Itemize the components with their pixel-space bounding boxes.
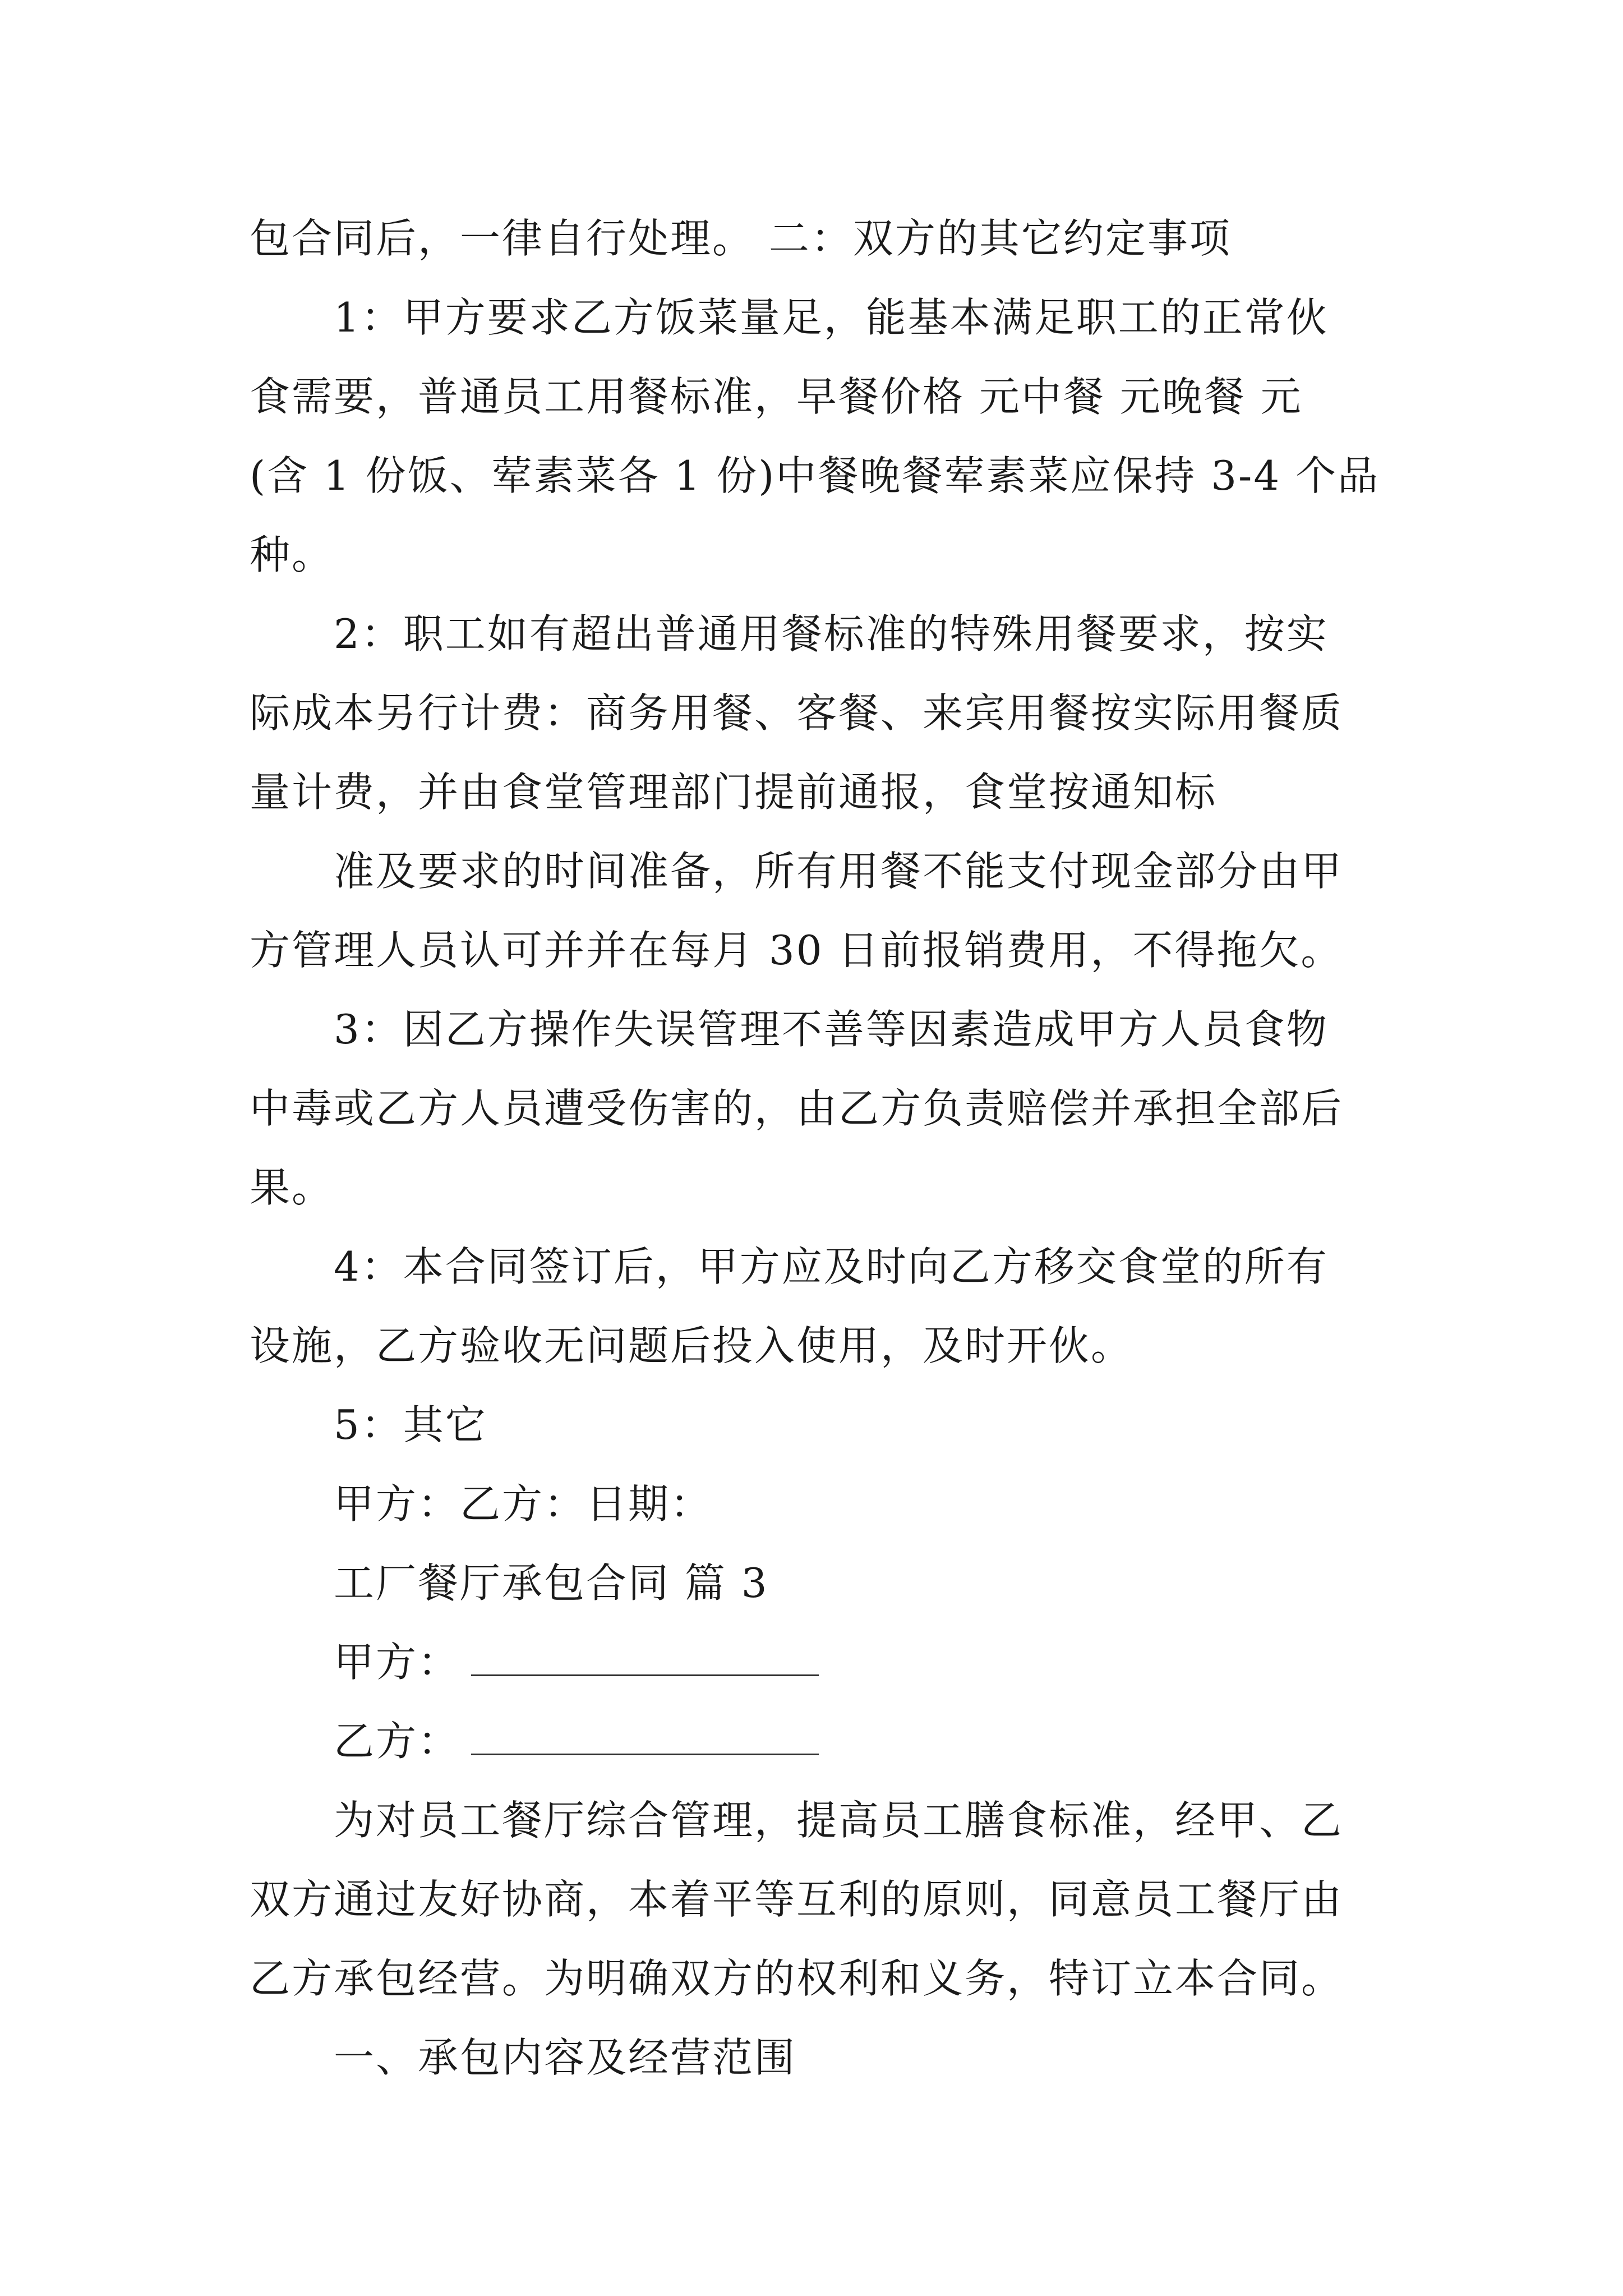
party-a-label: 甲方： xyxy=(334,1639,460,1686)
text-line: 中毒或乙方人员遭受伤害的，由乙方负责赔偿并承担全部后 xyxy=(250,1085,1344,1132)
clause-5-line: 5：其它 xyxy=(334,1401,487,1448)
text-line: 乙方承包经营。为明确双方的权利和义务，特订立本合同。 xyxy=(250,1955,1344,2002)
text-line: 方管理人员认可并并在每月 30 日前报销费用，不得拖欠。 xyxy=(250,927,1343,974)
clause-4-line: 4：本合同签订后，甲方应及时向乙方移交食堂的所有 xyxy=(334,1243,1329,1290)
text-line: (含 1 份饭、荤素菜各 1 份)中餐晚餐荤素菜应保持 3-4 个品 xyxy=(250,452,1380,499)
party-a-blank xyxy=(471,1641,819,1676)
clause-1-line: 1：甲方要求乙方饭菜量足，能基本满足职工的正常伙 xyxy=(334,294,1329,341)
section-heading: 一、承包内容及经营范围 xyxy=(334,2034,797,2081)
preamble-line: 为对员工餐厅综合管理，提高员工膳食标准，经甲、乙 xyxy=(334,1797,1344,1844)
text-line: 际成本另行计费：商务用餐、客餐、来宾用餐按实际用餐质 xyxy=(250,689,1344,737)
clause-3-line: 3：因乙方操作失误管理不善等因素造成甲方人员食物 xyxy=(334,1006,1329,1053)
text-line: 双方通过友好协商，本着平等互利的原则，同意员工餐厅由 xyxy=(250,1876,1344,1923)
section-title: 工厂餐厅承包合同 篇 3 xyxy=(334,1559,769,1607)
text-line: 设施，乙方验收无问题后投入使用，及时开伙。 xyxy=(250,1322,1133,1369)
text-line: 准及要求的时间准备，所有用餐不能支付现金部分由甲 xyxy=(334,848,1344,895)
text-line: 种。 xyxy=(250,531,334,578)
clause-2-line: 2：职工如有超出普通用餐标准的特殊用餐要求，按实 xyxy=(334,610,1329,657)
party-b-label: 乙方： xyxy=(334,1718,460,1765)
text-line: 量计费，并由食堂管理部门提前通报，食堂按通知标 xyxy=(250,769,1218,816)
party-b-blank xyxy=(471,1720,819,1755)
party-b-line xyxy=(250,1702,1405,1781)
text-line: 包合同后，一律自行处理。 二：双方的其它约定事项 xyxy=(250,215,1232,262)
party-a-line xyxy=(250,1623,1405,1702)
text-line: 果。 xyxy=(250,1164,334,1211)
text-line: 食需要，普通员工用餐标准，早餐价格 元中餐 元晚餐 元 xyxy=(250,373,1303,420)
document-body xyxy=(250,199,1405,2097)
signature-line: 甲方：乙方：日期： xyxy=(334,1480,713,1527)
